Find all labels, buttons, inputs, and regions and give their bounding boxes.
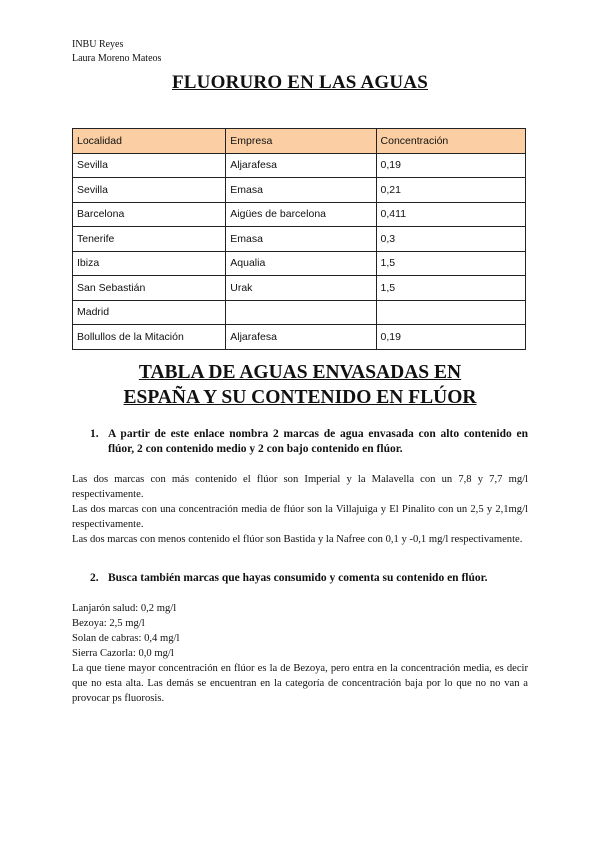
cell-concentracion: 1,5 bbox=[376, 251, 525, 276]
cell-localidad: Tenerife bbox=[73, 227, 226, 252]
cell-empresa: Aljarafesa bbox=[226, 325, 376, 350]
cell-localidad: Bollullos de la Mitación bbox=[73, 325, 226, 350]
cell-localidad: Barcelona bbox=[73, 202, 226, 227]
cell-empresa: Emasa bbox=[226, 178, 376, 203]
cell-empresa: Urak bbox=[226, 276, 376, 301]
question-1-text: A partir de este enlace nombra 2 marcas de agua envasada con alto contenido en flúor, 2 con contenido medio y 2 con bajo contenido en flúor. bbox=[108, 428, 528, 455]
author-line-2: Laura Moreno Mateos bbox=[72, 53, 162, 64]
cell-concentracion: 0,3 bbox=[376, 227, 525, 252]
question-1-number: 1. bbox=[90, 428, 99, 440]
table-row bbox=[73, 227, 526, 252]
table-header-row bbox=[73, 129, 526, 154]
table-row bbox=[73, 178, 526, 203]
table-row bbox=[73, 276, 526, 301]
answer-1-paragraph: Las dos marcas con una concentración media de flúor son la Villajuiga y El Pinalito con un 2,5 y 2,1mg/l respectivamente. bbox=[72, 504, 528, 530]
cell-empresa bbox=[226, 300, 376, 325]
cell-empresa: Emasa bbox=[226, 227, 376, 252]
question-1 bbox=[90, 427, 528, 457]
answer-2 bbox=[72, 601, 528, 706]
author-line-1: INBU Reyes bbox=[72, 39, 124, 50]
answer-2-line: Bezoya: 2,5 mg/l bbox=[72, 618, 145, 629]
column-header-empresa: Empresa bbox=[226, 129, 376, 154]
table-row bbox=[73, 300, 526, 325]
section-title-line-1: TABLA DE AGUAS ENVASADAS EN bbox=[138, 362, 462, 383]
answer-2-line: Lanjarón salud: 0,2 mg/l bbox=[72, 603, 177, 614]
answer-2-line: Sierra Cazorla: 0,0 mg/l bbox=[72, 648, 174, 659]
question-2 bbox=[90, 571, 528, 586]
cell-concentracion: 0,411 bbox=[376, 202, 525, 227]
answer-1 bbox=[72, 472, 528, 547]
answer-2-line: Solan de cabras: 0,4 mg/l bbox=[72, 633, 180, 644]
column-header-localidad: Localidad bbox=[73, 129, 226, 154]
cell-concentracion bbox=[376, 300, 525, 325]
cell-localidad: Ibiza bbox=[73, 251, 226, 276]
page-title: FLUORURO EN LAS AGUAS bbox=[172, 72, 428, 93]
cell-concentracion: 1,5 bbox=[376, 276, 525, 301]
answer-2-paragraph: La que tiene mayor concentración en flúor es la de Bezoya, pero entra en la concentración media, es decir que no esta alta. Las demás se encuentran en la categoría de concentración baja por lo que no no van a provocar ps fluorosis. bbox=[72, 663, 528, 704]
cell-concentracion: 0,21 bbox=[376, 178, 525, 203]
table-row bbox=[73, 153, 526, 178]
cell-localidad: Sevilla bbox=[73, 178, 226, 203]
table-row bbox=[73, 251, 526, 276]
table-row bbox=[73, 202, 526, 227]
question-2-number: 2. bbox=[90, 572, 99, 584]
table-row bbox=[73, 325, 526, 350]
cell-concentracion: 0,19 bbox=[376, 153, 525, 178]
cell-localidad: San Sebastián bbox=[73, 276, 226, 301]
cell-empresa: Aigües de barcelona bbox=[226, 202, 376, 227]
fluoride-table bbox=[72, 128, 526, 350]
cell-empresa: Aqualia bbox=[226, 251, 376, 276]
cell-concentracion: 0,19 bbox=[376, 325, 525, 350]
answer-1-paragraph: Las dos marcas con menos contenido el flúor son Bastida y la Nafree con 0,1 y -0,1 mg/l respectivamente. bbox=[72, 534, 523, 545]
section-title bbox=[0, 360, 600, 410]
cell-localidad: Sevilla bbox=[73, 153, 226, 178]
column-header-concentracion: Concentración bbox=[376, 129, 525, 154]
answer-1-paragraph: Las dos marcas con más contenido el flúor son Imperial y la Malavella con un 7,8 y 7,7 mg/l respectivamente. bbox=[72, 474, 528, 500]
cell-empresa: Aljarafesa bbox=[226, 153, 376, 178]
cell-localidad: Madrid bbox=[73, 300, 226, 325]
question-2-text: Busca también marcas que hayas consumido y comenta su contenido en flúor. bbox=[108, 572, 488, 584]
section-title-line-2: ESPAÑA Y SU CONTENIDO EN FLÚOR bbox=[123, 387, 477, 408]
